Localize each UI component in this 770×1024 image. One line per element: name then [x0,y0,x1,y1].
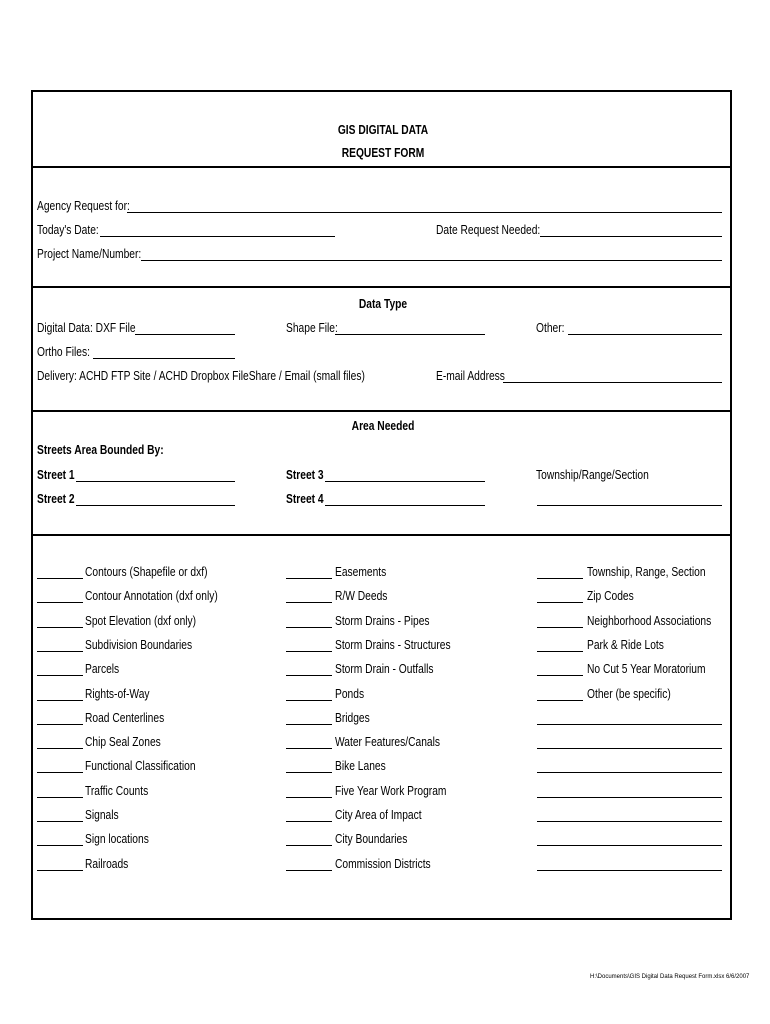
checklist-item-label: Spot Elevation (dxf only) [85,613,197,628]
project-label: Project Name/Number: [37,247,142,261]
checklist-item-label: Park & Ride Lots [587,637,664,652]
checklist-item-label: Railroads [85,856,129,871]
checklist-item-label: Contours (Shapefile or dxf) [85,565,208,579]
checkbox-line[interactable] [286,845,332,846]
checklist-item-label: City Area of Impact [335,808,422,822]
checklist-item-label: No Cut 5 Year Moratorium [587,662,706,677]
request-form [31,90,732,920]
checkbox-line[interactable] [286,724,332,725]
checkbox-line[interactable] [537,675,583,676]
street2-field[interactable] [76,505,235,506]
checkbox-line[interactable] [37,748,83,749]
checkbox-line[interactable] [37,627,83,628]
checkbox-line[interactable] [537,700,583,701]
checklist-item-label: Easements [335,565,387,579]
checkbox-line[interactable] [37,845,83,846]
checklist-item-label: Signals [85,808,119,822]
trs-field[interactable] [537,505,722,506]
title-section [33,92,730,166]
shape-file-label: Shape File: [286,321,338,335]
checklist-item-label: Rights-of-Way [85,686,150,701]
data-type-section [33,286,730,410]
street2-label: Street 2 [37,492,75,506]
checkbox-line[interactable] [286,675,332,676]
checklist-item-label: Five Year Work Program [335,783,447,798]
area-section [33,410,730,534]
checklist-item-label: Other (be specific) [587,686,671,701]
checklist-section [33,534,730,920]
other-specify-line[interactable] [537,748,722,749]
checklist-item-label: Storm Drain - Outfalls [335,662,434,677]
agency-label: Agency Request for: [37,199,130,213]
ortho-files-label: Ortho Files: [37,345,90,359]
checkbox-line[interactable] [537,578,583,579]
checklist-item-label: Township, Range, Section [587,565,706,579]
checklist-item-label: City Boundaries [335,832,408,847]
checkbox-line[interactable] [537,602,583,603]
checklist-item-label: Ponds [335,686,365,701]
delivery-label: Delivery: ACHD FTP Site / ACHD Dropbox FileShare / Email (small files) [37,369,365,383]
email-label: E-mail Address [436,369,505,383]
checkbox-line[interactable] [286,602,332,603]
file-path-footer: H:\Documents\GIS Digital Data Request Form.xlsx 6/6/2007 [590,974,750,980]
checkbox-line[interactable] [37,772,83,773]
checkbox-line[interactable] [37,675,83,676]
dxf-file-field[interactable] [135,334,235,335]
checkbox-line[interactable] [286,700,332,701]
checkbox-line[interactable] [286,627,332,628]
checkbox-line[interactable] [286,870,332,871]
checkbox-line[interactable] [286,748,332,749]
checklist-item-label: Functional Classification [85,759,196,774]
checklist-item-label: Neighborhood Associations [587,613,712,628]
trs-label: Township/Range/Section [536,468,649,482]
form-title-line1: GIS DIGITAL DATA [337,123,429,137]
project-field[interactable] [141,260,722,261]
agency-field[interactable] [127,212,722,213]
checkbox-line[interactable] [37,797,83,798]
other-specify-line[interactable] [537,870,722,871]
ortho-files-field[interactable] [93,358,235,359]
requester-section [33,166,730,286]
area-header: Area Needed [351,419,415,433]
checklist-item-label: Zip Codes [587,589,634,604]
other-specify-line[interactable] [537,772,722,773]
checklist-item-label: Storm Drains - Pipes [335,613,430,628]
checkbox-line[interactable] [286,797,332,798]
checkbox-line[interactable] [286,578,332,579]
checklist-item-label: Contour Annotation (dxf only) [85,589,218,604]
email-field[interactable] [503,382,722,383]
data-type-header: Data Type [358,297,408,311]
street3-field[interactable] [325,481,485,482]
checklist-item-label: R/W Deeds [335,589,388,604]
date-needed-field[interactable] [540,236,722,237]
shape-file-field[interactable] [335,334,485,335]
checklist-item-label: Chip Seal Zones [85,735,161,750]
checklist-item-label: Sign locations [85,832,149,847]
checklist-item-label: Road Centerlines [85,710,165,725]
checkbox-line[interactable] [37,602,83,603]
checkbox-line[interactable] [286,651,332,652]
street4-label: Street 4 [286,492,324,506]
checkbox-line[interactable] [286,821,332,822]
checklist-item-label: Commission Districts [335,856,431,871]
bounded-label: Streets Area Bounded By: [37,443,164,457]
other-field[interactable] [568,334,722,335]
checkbox-line[interactable] [537,627,583,628]
date-needed-label: Date Request Needed: [436,223,541,237]
other-specify-line[interactable] [537,797,722,798]
dxf-file-label: Digital Data: DXF File [37,321,136,335]
other-label: Other: [536,321,565,335]
street1-label: Street 1 [37,468,75,482]
checklist-item-label: Traffic Counts [85,783,149,798]
today-date-label: Today's Date: [37,223,99,237]
checkbox-line[interactable] [537,651,583,652]
street4-field[interactable] [325,505,485,506]
checklist-item-label: Subdivision Boundaries [85,637,193,652]
checklist-item-label: Storm Drains - Structures [335,637,451,652]
checkbox-line[interactable] [37,700,83,701]
other-specify-line[interactable] [537,821,722,822]
checkbox-line[interactable] [37,651,83,652]
today-date-field[interactable] [100,236,335,237]
checkbox-line[interactable] [37,821,83,822]
checklist-item-label: Parcels [85,662,120,677]
checkbox-line[interactable] [37,578,83,579]
checklist-item-label: Bike Lanes [335,759,386,774]
checklist-item-label: Water Features/Canals [335,735,441,750]
street3-label: Street 3 [286,468,324,482]
checkbox-line[interactable] [37,870,83,871]
street1-field[interactable] [76,481,235,482]
checkbox-line[interactable] [37,724,83,725]
checkbox-line[interactable] [286,772,332,773]
other-specify-line[interactable] [537,724,722,725]
checklist-item-label: Bridges [335,710,370,725]
form-title-line2: REQUEST FORM [341,146,425,160]
other-specify-line[interactable] [537,845,722,846]
